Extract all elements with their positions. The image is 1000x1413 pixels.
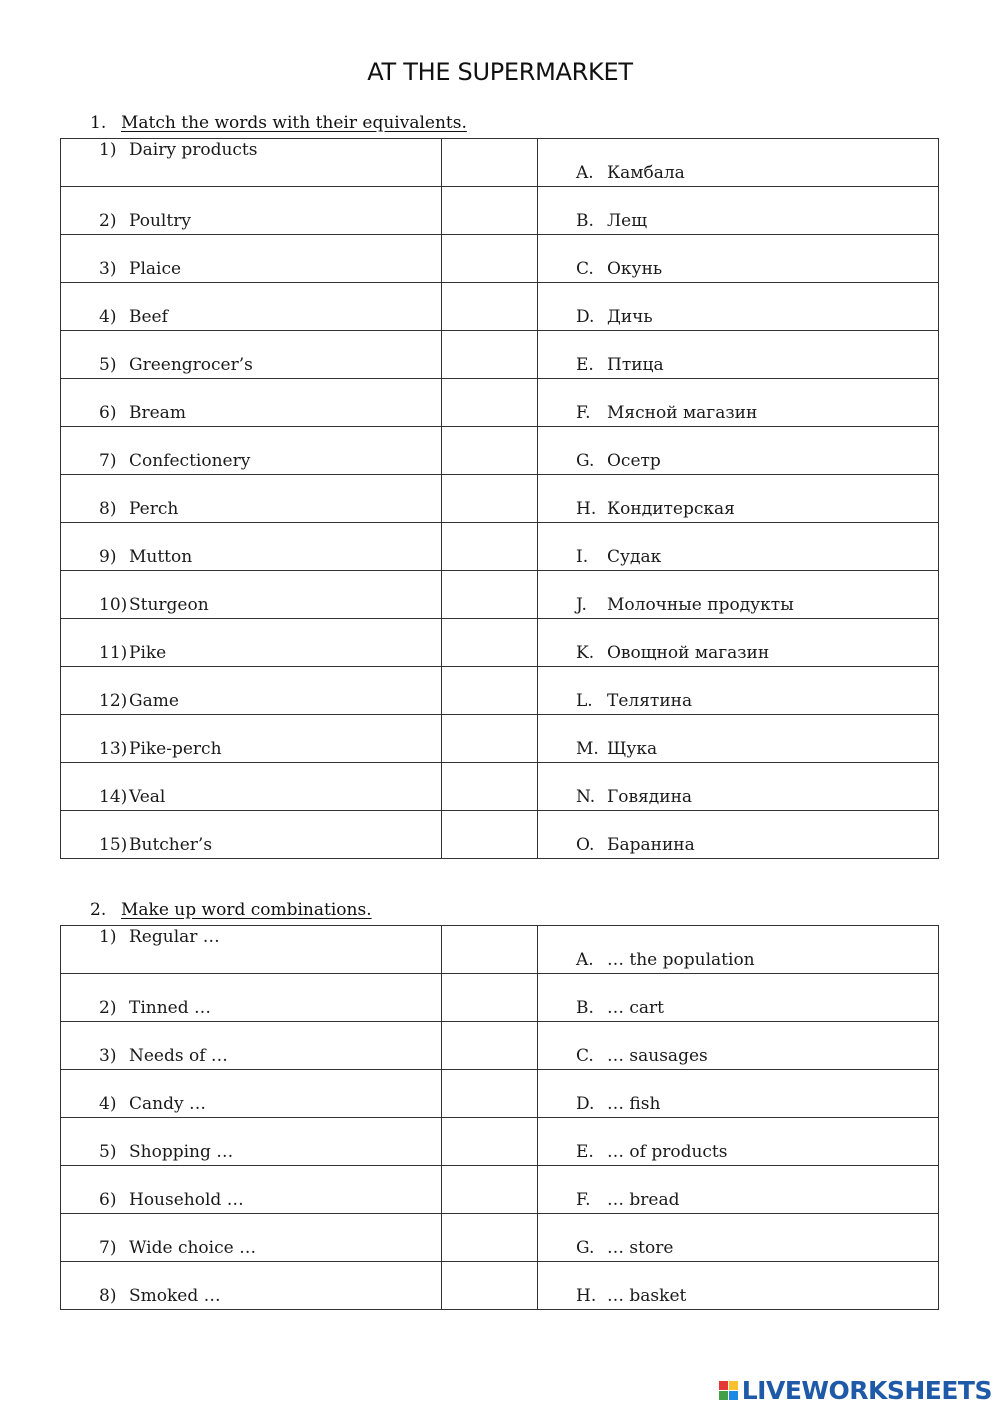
logo-text: LIVEWORKSHEETS (741, 1376, 992, 1405)
answer-cell[interactable] (442, 974, 538, 1022)
option-text: Мясной магазин (607, 403, 758, 423)
option-letter: N. (576, 787, 596, 807)
word-cell (61, 475, 442, 523)
task-2-table (60, 925, 939, 1310)
option-letter: D. (576, 1094, 595, 1114)
option-letter: E. (576, 1142, 594, 1162)
item-number: 2) (99, 998, 117, 1018)
item-word: Smoked … (129, 1286, 221, 1306)
item-number: 6) (99, 1190, 117, 1210)
task-1-instruction: Match the words with their equivalents. (121, 113, 467, 133)
option-letter: B. (576, 211, 594, 231)
option-letter: D. (576, 307, 595, 327)
equivalent-cell (538, 571, 939, 619)
task-2-instruction: Make up word combinations. (121, 900, 372, 920)
match-row (61, 715, 939, 763)
match-row (61, 811, 939, 859)
option-text: Молочные продукты (607, 595, 794, 615)
task-2-number: 2. (90, 900, 107, 920)
option-letter: H. (576, 1286, 597, 1306)
item-word: Greengrocer’s (129, 355, 253, 375)
match-row (61, 283, 939, 331)
task-1-heading (90, 113, 467, 133)
equivalent-cell (538, 1166, 939, 1214)
word-cell (61, 1118, 442, 1166)
option-text: … the population (607, 950, 755, 970)
item-word: Pike-perch (129, 739, 222, 759)
item-word: Bream (129, 403, 186, 423)
equivalent-cell (538, 763, 939, 811)
item-word: Regular … (129, 927, 220, 947)
item-number: 4) (99, 1094, 117, 1114)
equivalent-cell (538, 331, 939, 379)
option-letter: E. (576, 355, 594, 375)
equivalent-cell (538, 1214, 939, 1262)
answer-cell[interactable] (442, 139, 538, 187)
equivalent-cell (538, 283, 939, 331)
word-cell (61, 715, 442, 763)
option-text: … basket (607, 1286, 687, 1306)
equivalent-cell (538, 1070, 939, 1118)
word-cell (61, 235, 442, 283)
page-title: AT THE SUPERMARKET (367, 58, 633, 86)
word-cell (61, 763, 442, 811)
match-row (61, 926, 939, 974)
option-text: … cart (607, 998, 665, 1018)
option-letter: F. (576, 403, 591, 423)
option-text: Лещ (607, 211, 648, 231)
item-word: Beef (129, 307, 168, 327)
option-text: Кондитерская (607, 499, 735, 519)
item-number: 13) (99, 739, 128, 759)
option-letter: C. (576, 1046, 594, 1066)
equivalent-cell (538, 235, 939, 283)
answer-cell[interactable] (442, 235, 538, 283)
item-number: 14) (99, 787, 128, 807)
option-text: Овощной магазин (607, 643, 770, 663)
answer-cell[interactable] (442, 379, 538, 427)
item-number: 7) (99, 451, 117, 471)
match-row (61, 475, 939, 523)
item-word: Dairy products (129, 140, 258, 160)
equivalent-cell (538, 523, 939, 571)
equivalent-cell (538, 619, 939, 667)
answer-cell[interactable] (442, 475, 538, 523)
word-cell (61, 926, 442, 974)
word-cell (61, 571, 442, 619)
equivalent-cell (538, 667, 939, 715)
match-row (61, 619, 939, 667)
option-letter: A. (576, 163, 594, 183)
option-letter: L. (576, 691, 593, 711)
equivalent-cell (538, 475, 939, 523)
word-cell (61, 667, 442, 715)
equivalent-cell (538, 427, 939, 475)
answer-cell[interactable] (442, 926, 538, 974)
item-number: 7) (99, 1238, 117, 1258)
item-number: 10) (99, 595, 128, 615)
answer-cell[interactable] (442, 1070, 538, 1118)
item-number: 5) (99, 1142, 117, 1162)
option-text: … sausages (607, 1046, 708, 1066)
item-number: 2) (99, 211, 117, 231)
answer-cell[interactable] (442, 571, 538, 619)
match-row (61, 1022, 939, 1070)
equivalent-cell (538, 187, 939, 235)
item-word: Tinned … (129, 998, 212, 1018)
item-word: Household … (129, 1190, 244, 1210)
match-row (61, 974, 939, 1022)
item-word: Perch (129, 499, 179, 519)
word-cell (61, 427, 442, 475)
item-number: 15) (99, 835, 128, 855)
match-row (61, 331, 939, 379)
item-word: Plaice (129, 259, 182, 279)
option-letter: C. (576, 259, 594, 279)
item-number: 6) (99, 403, 117, 423)
item-number: 8) (99, 1286, 117, 1306)
item-word: Shopping … (129, 1142, 234, 1162)
equivalent-cell (538, 974, 939, 1022)
answer-cell[interactable] (442, 811, 538, 859)
match-row (61, 1118, 939, 1166)
option-letter: G. (576, 1238, 595, 1258)
task-2-heading (90, 900, 372, 920)
word-cell (61, 139, 442, 187)
item-number: 1) (99, 927, 117, 947)
equivalent-cell (538, 1022, 939, 1070)
option-letter: G. (576, 451, 595, 471)
match-row (61, 235, 939, 283)
word-cell (61, 331, 442, 379)
logo-mark-icon (719, 1381, 738, 1400)
option-text: Баранина (607, 835, 695, 855)
item-number: 4) (99, 307, 117, 327)
option-text: Осетр (607, 451, 661, 471)
item-word: Veal (129, 787, 166, 807)
task-1-table (60, 138, 939, 859)
match-row (61, 379, 939, 427)
option-text: … bread (607, 1190, 680, 1210)
match-row (61, 523, 939, 571)
match-row (61, 667, 939, 715)
answer-cell[interactable] (442, 619, 538, 667)
equivalent-cell (538, 715, 939, 763)
liveworksheets-logo (719, 1376, 992, 1405)
equivalent-cell (538, 1262, 939, 1310)
item-word: Confectionery (129, 451, 251, 471)
item-word: Sturgeon (129, 595, 209, 615)
equivalent-cell (538, 926, 939, 974)
match-row (61, 1166, 939, 1214)
item-number: 3) (99, 1046, 117, 1066)
option-text: Щука (607, 739, 658, 759)
option-letter: H. (576, 499, 597, 519)
word-cell (61, 523, 442, 571)
answer-cell[interactable] (442, 667, 538, 715)
option-text: Окунь (607, 259, 663, 279)
task-1-number: 1. (90, 113, 107, 133)
word-cell (61, 1022, 442, 1070)
word-cell (61, 283, 442, 331)
word-cell (61, 1166, 442, 1214)
option-text: Камбала (607, 163, 685, 183)
match-row (61, 571, 939, 619)
match-row (61, 139, 939, 187)
word-cell (61, 1070, 442, 1118)
item-number: 9) (99, 547, 117, 567)
match-row (61, 427, 939, 475)
option-text: Дичь (607, 307, 653, 327)
word-cell (61, 1214, 442, 1262)
option-text: … store (607, 1238, 674, 1258)
item-number: 11) (99, 643, 128, 663)
word-cell (61, 379, 442, 427)
match-row (61, 763, 939, 811)
answer-cell[interactable] (442, 331, 538, 379)
word-cell (61, 1262, 442, 1310)
item-word: Needs of … (129, 1046, 228, 1066)
item-number: 12) (99, 691, 128, 711)
option-letter: B. (576, 998, 594, 1018)
answer-cell[interactable] (442, 1262, 538, 1310)
item-word: Pike (129, 643, 167, 663)
word-cell (61, 187, 442, 235)
answer-cell[interactable] (442, 187, 538, 235)
item-word: Candy … (129, 1094, 206, 1114)
answer-cell[interactable] (442, 523, 538, 571)
equivalent-cell (538, 139, 939, 187)
answer-cell[interactable] (442, 763, 538, 811)
answer-cell[interactable] (442, 427, 538, 475)
option-text: Птица (607, 355, 664, 375)
answer-cell[interactable] (442, 1022, 538, 1070)
match-row (61, 1214, 939, 1262)
match-row (61, 187, 939, 235)
option-text: … of products (607, 1142, 728, 1162)
word-cell (61, 811, 442, 859)
item-word: Game (129, 691, 179, 711)
item-word: Mutton (129, 547, 193, 567)
item-number: 3) (99, 259, 117, 279)
answer-cell[interactable] (442, 1166, 538, 1214)
item-word: Wide choice … (129, 1238, 257, 1258)
item-number: 8) (99, 499, 117, 519)
option-text: Говядина (607, 787, 693, 807)
option-letter: O. (576, 835, 595, 855)
option-text: … fish (607, 1094, 661, 1114)
equivalent-cell (538, 1118, 939, 1166)
match-row (61, 1262, 939, 1310)
option-letter: A. (576, 950, 594, 970)
answer-cell[interactable] (442, 283, 538, 331)
equivalent-cell (538, 811, 939, 859)
item-number: 5) (99, 355, 117, 375)
match-row (61, 1070, 939, 1118)
item-word: Poultry (129, 211, 191, 231)
equivalent-cell (538, 379, 939, 427)
option-letter: M. (576, 739, 599, 759)
item-word: Butcher’s (129, 835, 213, 855)
word-cell (61, 619, 442, 667)
answer-cell[interactable] (442, 1118, 538, 1166)
word-cell (61, 974, 442, 1022)
item-number: 1) (99, 140, 117, 160)
option-text: Судак (607, 547, 662, 567)
option-letter: I. (576, 547, 589, 567)
option-letter: F. (576, 1190, 591, 1210)
option-letter: K. (576, 643, 595, 663)
answer-cell[interactable] (442, 715, 538, 763)
option-letter: J. (576, 595, 587, 615)
option-text: Телятина (607, 691, 693, 711)
answer-cell[interactable] (442, 1214, 538, 1262)
